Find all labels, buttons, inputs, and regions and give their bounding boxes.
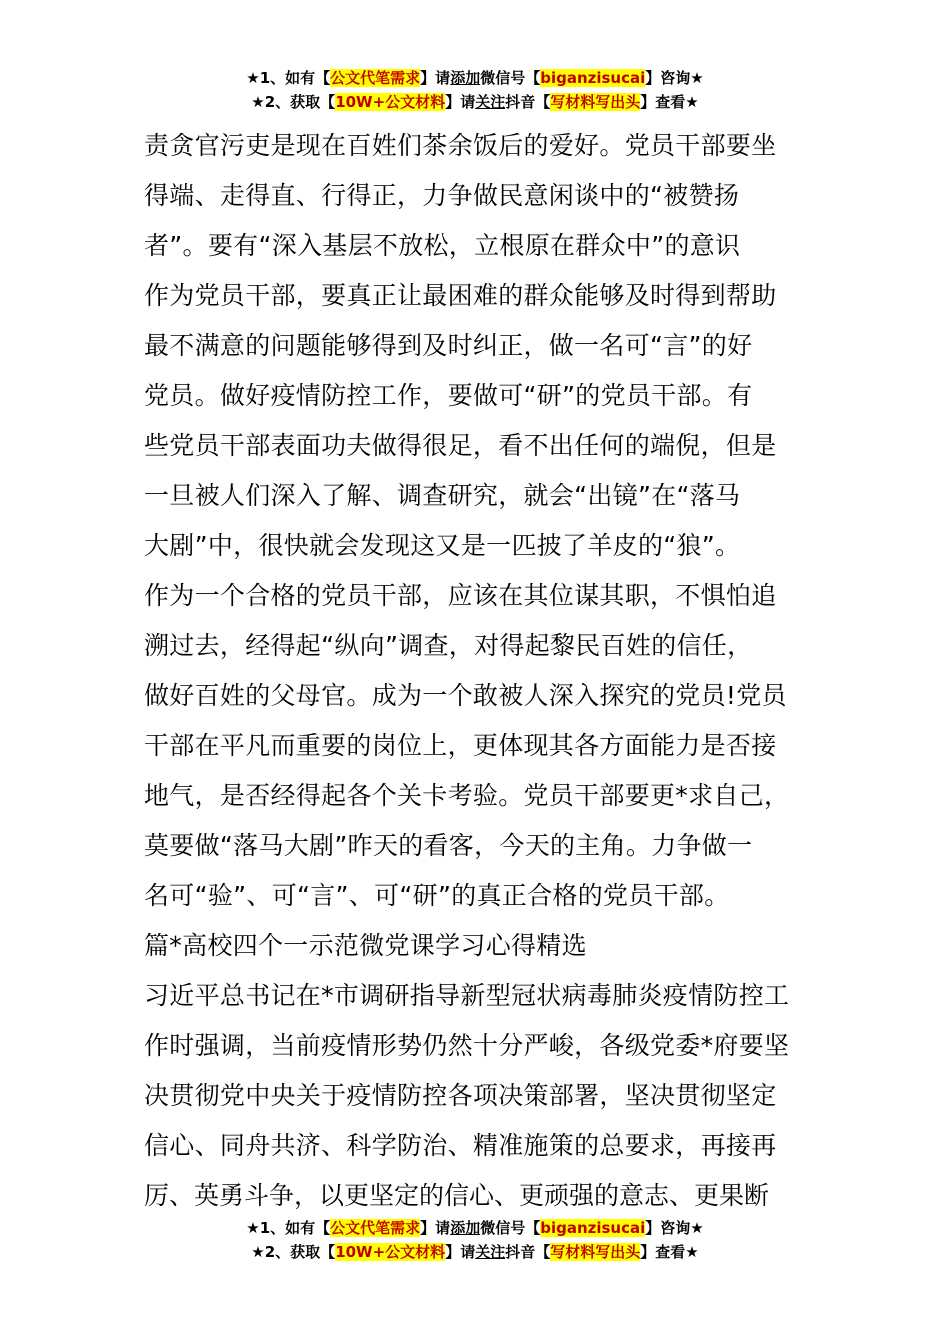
body-line: 溯过去，经得起“纵向”调查，对得起黎民百姓的信任， — [144, 631, 753, 660]
body-line: 厉、英勇斗争，以更坚定的信心、更顽强的意志、更果断 — [144, 1181, 770, 1210]
banner-underline-follow: 关注 — [475, 1243, 506, 1261]
body-line: 些党员干部表面功夫做得很足，看不出任何的端倪，但是 — [144, 431, 777, 460]
footer-banner — [0, 1216, 950, 1264]
banner-text: 】请 — [445, 1243, 476, 1261]
banner-text: 微信号【 — [480, 1219, 541, 1237]
banner-text: 】咨询★ — [645, 1219, 704, 1237]
banner-line-1 — [0, 1216, 950, 1240]
body-line: 决贯彻党中央关于疫情防控各项决策部署，坚决贯彻坚定 — [144, 1081, 777, 1110]
banner-line-2 — [0, 1240, 950, 1264]
banner-text: ★2、获取【 — [251, 93, 336, 111]
banner-highlight-service: 公文代笔需求 — [330, 69, 421, 87]
header-banner — [0, 66, 950, 114]
body-line: 大剧”中，很快就会发现这又是一匹披了羊皮的“狼”。 — [144, 531, 741, 560]
document-body — [144, 121, 814, 1221]
banner-highlight-douyin: 写材料写出头 — [550, 1243, 641, 1261]
body-line: 莫要做“落马大剧”昨天的看客，今天的主角。力争做一 — [144, 831, 753, 860]
banner-text: ★1、如有【 — [246, 69, 331, 87]
body-line: 得端、走得直、行得正，力争做民意闲谈中的“被赞扬 — [144, 181, 740, 210]
body-line: 作为一个合格的党员干部，应该在其位谋其职，不惧怕追 — [144, 581, 777, 610]
body-line: 党员。做好疫情防控工作，要做可“研”的党员干部。有 — [144, 381, 753, 410]
banner-line-2 — [0, 90, 950, 114]
body-line: 作为党员干部，要真正让最困难的群众能够及时得到帮助 — [144, 281, 777, 310]
section-heading: 篇*高校四个一示范微党课学习心得精选 — [144, 931, 587, 960]
banner-text: ★1、如有【 — [246, 1219, 331, 1237]
banner-highlight-service: 公文代笔需求 — [330, 1219, 421, 1237]
body-line: 者”。要有“深入基层不放松，立根原在群众中”的意识 — [144, 231, 741, 260]
banner-highlight-wechat-id: biganzisucai — [540, 69, 646, 87]
banner-text: 抖音【 — [505, 93, 551, 111]
body-line: 做好百姓的父母官。成为一个敢被人深入探究的党员!党员 — [144, 681, 787, 710]
body-line: 地气，是否经得起各个关卡考验。党员干部要更*求自己， — [144, 781, 790, 810]
body-line: 信心、同舟共济、科学防治、精准施策的总要求，再接再 — [144, 1131, 777, 1160]
banner-text: 微信号【 — [480, 69, 541, 87]
banner-text: 】查看★ — [640, 93, 699, 111]
banner-text: 】查看★ — [640, 1243, 699, 1261]
banner-highlight-douyin: 写材料写出头 — [550, 93, 641, 111]
banner-highlight-materials: 10W+公文材料 — [335, 1243, 446, 1261]
banner-highlight-wechat-id: biganzisucai — [540, 1219, 646, 1237]
banner-line-1 — [0, 66, 950, 90]
banner-highlight-materials: 10W+公文材料 — [335, 93, 446, 111]
banner-underline-add: 添加 — [450, 69, 481, 87]
body-line: 一旦被人们深入了解、调查研究，就会“出镜”在“落马 — [144, 481, 741, 510]
banner-text: 抖音【 — [505, 1243, 551, 1261]
banner-text: 】请 — [420, 69, 451, 87]
banner-text: ★2、获取【 — [251, 1243, 336, 1261]
body-line: 名可“验”、可“言”、可“研”的真正合格的党员干部。 — [144, 881, 730, 910]
banner-underline-add: 添加 — [450, 1219, 481, 1237]
banner-underline-follow: 关注 — [475, 93, 506, 111]
body-line: 最不满意的问题能够得到及时纠正，做一名可“言”的好 — [144, 331, 753, 360]
banner-text: 】请 — [420, 1219, 451, 1237]
body-line: 干部在平凡而重要的岗位上，更体现其各方面能力是否接 — [144, 731, 777, 760]
body-line: 责贪官污吏是现在百姓们茶余饭后的爱好。党员干部要坐 — [144, 131, 777, 160]
body-line: 习近平总书记在*市调研指导新型冠状病毒肺炎疫情防控工 — [144, 981, 790, 1010]
banner-text: 】请 — [445, 93, 476, 111]
banner-text: 】咨询★ — [645, 69, 704, 87]
body-line: 作时强调，当前疫情形势仍然十分严峻，各级党委*府要坚 — [144, 1031, 790, 1060]
